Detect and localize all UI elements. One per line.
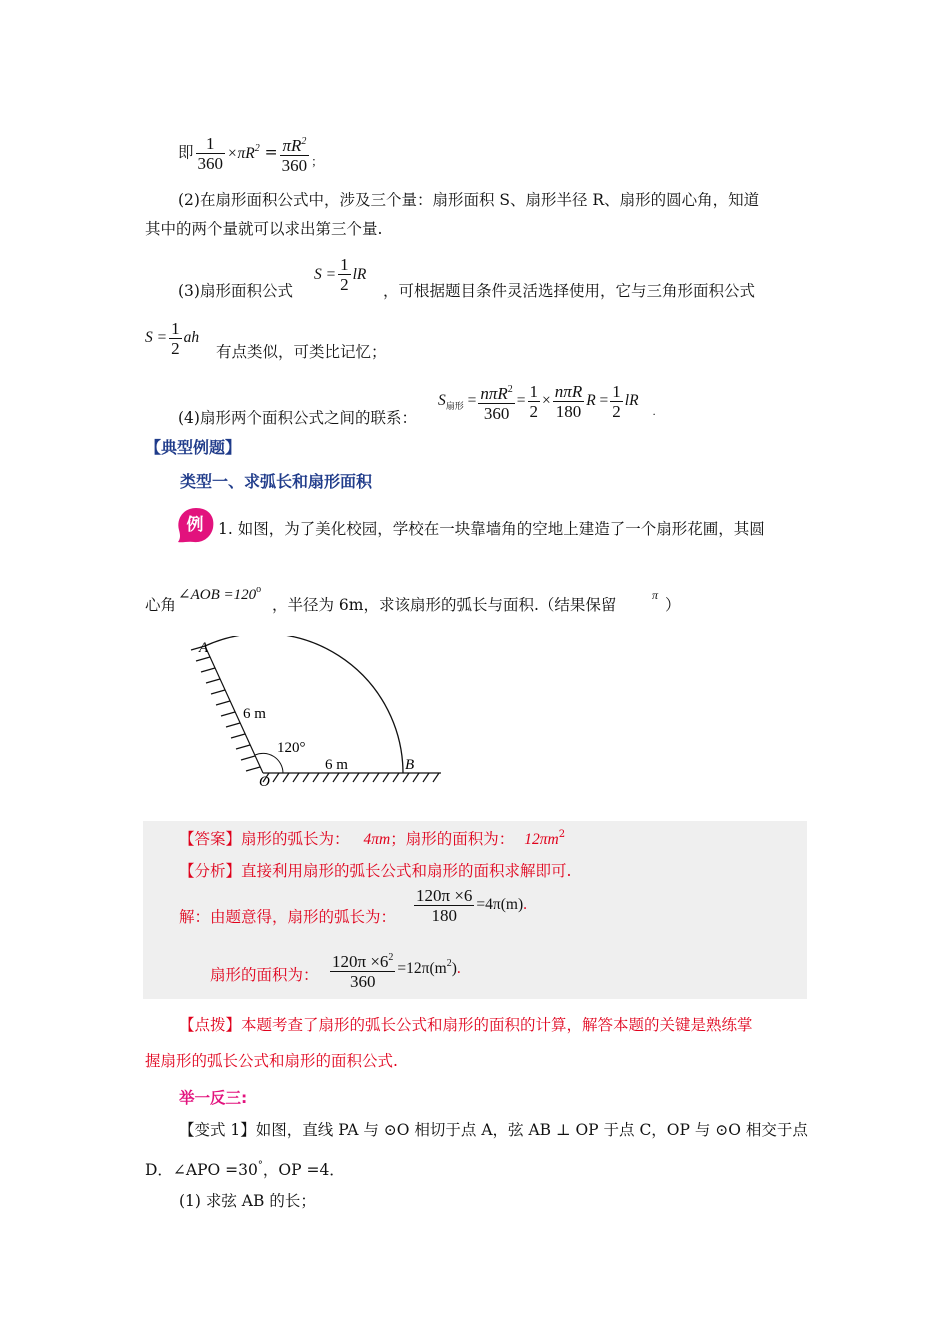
paragraph-2-line-2: 其中的两个量就可以求出第三个量. xyxy=(145,220,383,238)
arc-length-formula: $\frac{120\pi \times 6}{180}$ =4π(m). xyxy=(416,886,527,925)
angle-label: 120° xyxy=(277,740,306,756)
tip-line-1: 【点拨】本题考查了扇形的弧长公式和扇形的面积的计算，解答本题的关键是熟练掌 xyxy=(179,1016,753,1034)
variant-line-1: 【变式 1】如图，直线 PA 与 ⊙O 相切于点 A，弦 AB ⊥ OP 于点 C，OP 与 ⊙O 相交于点 xyxy=(179,1121,808,1139)
example-badge-icon xyxy=(176,506,216,544)
paragraph-3-line-2: 有点类似，可类比记忆； xyxy=(216,343,387,361)
label-b: B xyxy=(405,757,415,773)
example-line-2-prefix: 心角 xyxy=(145,596,177,614)
equals-sign: = xyxy=(264,143,278,162)
solution-line-1-prefix: 解：由题意得，扇形的弧长为： xyxy=(179,908,397,926)
triangle-area-formula: S = $\frac{1}{2}$ ah xyxy=(145,319,200,358)
radius-label-oa: 6 m xyxy=(243,706,266,722)
sector-figure xyxy=(183,636,445,788)
angle-formula: ∠AOB $=120^o$ xyxy=(178,584,262,603)
fraction: $\frac{\pi R^2}{360}$ xyxy=(280,132,310,175)
variant-line-2: D．∠APO =30°，OP =4． xyxy=(145,1160,345,1179)
formula-term: ×πR xyxy=(227,144,255,162)
example-line-2-end: ） xyxy=(665,596,681,614)
section-title: 【典型例题】 xyxy=(145,438,242,457)
variant-question-1: (1) 求弦 AB 的长； xyxy=(179,1192,316,1210)
paragraph-2-line-1: (2)在扇形面积公式中，涉及三个量：扇形面积 S、扇形半径 R、扇形的圆心角，知道 xyxy=(178,191,760,209)
fraction: $\frac{1}{360}$ xyxy=(197,134,224,173)
type-title: 类型一、求弧长和扇形面积 xyxy=(180,472,373,491)
paragraph-4-prefix: (4)扇形两个面积公式之间的联系： xyxy=(178,409,417,427)
practice-title: 举一反三: xyxy=(179,1089,248,1107)
radius-label-ob: 6 m xyxy=(325,757,348,773)
ground-hatching xyxy=(263,773,441,782)
sector-area-calc-formula: $\frac{120\pi \times 6^2}{360}$ $=12\pi(m^2)$. xyxy=(328,948,461,991)
paragraph-3-suffix: ，可根据题目条件灵活选择使用，它与三角形面积公式 xyxy=(383,282,756,300)
formula-top: 即 $\frac{1}{360}$ $\times\pi R^2$ = $\frac{\pi R^2}{360}$ $_;$ xyxy=(178,134,324,175)
pi-symbol: π xyxy=(652,588,659,602)
tip-line-2: 握扇形的弧长公式和扇形的面积公式. xyxy=(145,1052,398,1070)
angle-mark xyxy=(255,753,283,773)
sector-area-relation-formula: $S_{扇形}$ = $\frac{n\pi R^2}{360}$ = $\frac{1}{2}$ × $\frac{\text{nπR}}{180}$ R = $\frac{1}{2}$ $lR_.$ xyxy=(438,382,656,423)
formula-prefix: 即 xyxy=(178,143,194,162)
paragraph-3-prefix: (3)扇形面积公式 xyxy=(178,282,293,300)
sector-area-formula: S = $\frac{1}{2}$ lR xyxy=(314,255,367,294)
example-line-1: 1. 如图，为了美化校园，学校在一块靠墙角的空地上建造了一个扇形花圃，其圆 xyxy=(218,520,765,538)
solution-line-2-prefix: 扇形的面积为： xyxy=(210,966,319,984)
label-a: A xyxy=(199,640,209,656)
analysis-line: 【分析】直接利用扇形的弧长公式和扇形的面积求解即可. xyxy=(179,862,572,880)
example-line-2-mid: ，半径为 6m，求该扇形的弧长与面积.（结果保留 xyxy=(272,596,617,614)
answer-line: 【答案】扇形的弧长为： 4πm；扇形的面积为： $12\pi m^2$ xyxy=(179,829,566,848)
badge-label: 例 xyxy=(186,515,204,535)
label-o: O xyxy=(259,774,270,788)
